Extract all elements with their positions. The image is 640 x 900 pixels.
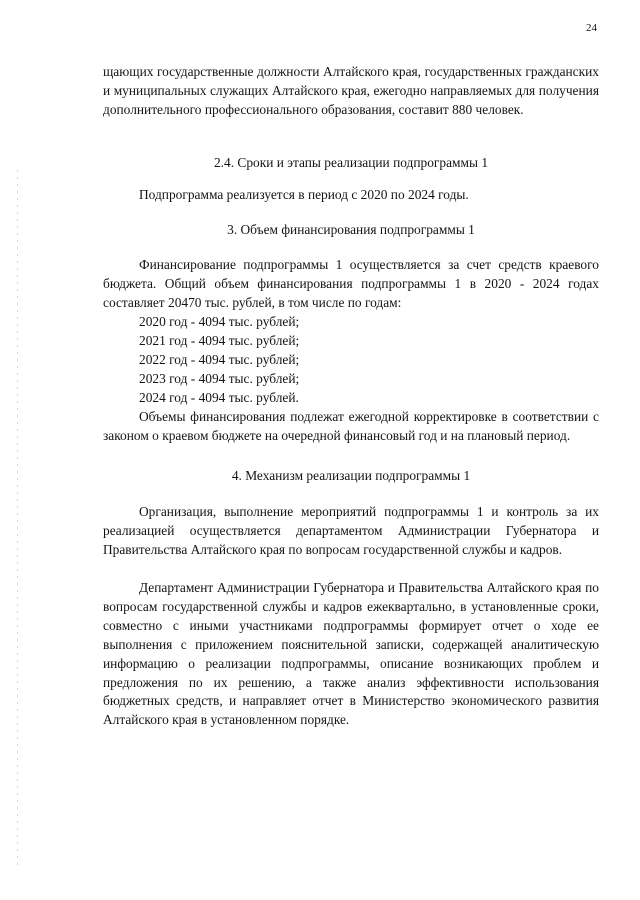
paragraph-funding: Финансирование подпрограммы 1 осуществляется за счет средств краевого бюджета. Общий объем финансирования подпрограммы 1 в 2020 - 2024 годах составляет 20470 тыс. рублей, в том числе по годам: bbox=[103, 257, 599, 310]
paragraph-terms: Подпрограмма реализуется в период с 2020 по 2024 годы. bbox=[139, 187, 469, 202]
paragraph-mechanism-1: Организация, выполнение мероприятий подпрограммы 1 и контроль за их реализацией осуществляется департаментом Администрации Губернатора и Правительства Алтайского края по вопросам государственной службы и кадров. bbox=[103, 504, 599, 557]
funding-year-2020: 2020 год - 4094 тыс. рублей; bbox=[139, 314, 300, 329]
funding-year-2024: 2024 год - 4094 тыс. рублей. bbox=[139, 390, 299, 405]
heading-mechanism: 4. Механизм реализации подпрограммы 1 bbox=[231, 468, 471, 483]
heading-funding: 3. Объем финансирования подпрограммы 1 bbox=[227, 222, 475, 237]
paragraph-adjustment: Объемы финансирования подлежат ежегодной корректировке в соответствии с законом о краевом бюджете на очередной финансовый год и на плановый период. bbox=[103, 409, 599, 443]
funding-year-2021: 2021 год - 4094 тыс. рублей; bbox=[139, 333, 300, 348]
paragraph-mechanism-2: Департамент Администрации Губернатора и Правительства Алтайского края по вопросам государственной службы и кадров ежеквартально, в установленные сроки, совместно с иными участниками подпрограммы формирует отчет о ходе ее выполнения с приложением пояснительной записки, содержащей аналитическую информацию о реализации подпрограммы, описание возникающих проблем и предложения по их решению, а также анализ эффективности использования бюджетных средств, и направляет отчет в Министерство экономического развития Алтайского края в установленном порядке. bbox=[103, 580, 599, 728]
page-number: 24 bbox=[586, 22, 597, 34]
funding-year-2022: 2022 год - 4094 тыс. рублей; bbox=[139, 352, 300, 367]
heading-terms: 2.4. Сроки и этапы реализации подпрограммы 1 bbox=[213, 155, 489, 170]
funding-year-2023: 2023 год - 4094 тыс. рублей; bbox=[139, 371, 300, 386]
scan-edge-artifact bbox=[17, 170, 18, 870]
paragraph-intro: щающих государственные должности Алтайского края, государственных гражданских и муниципальных служащих Алтайского края, ежегодно направляемых для получения дополнительного профессионального образования, составит 880 человек. bbox=[103, 64, 599, 117]
